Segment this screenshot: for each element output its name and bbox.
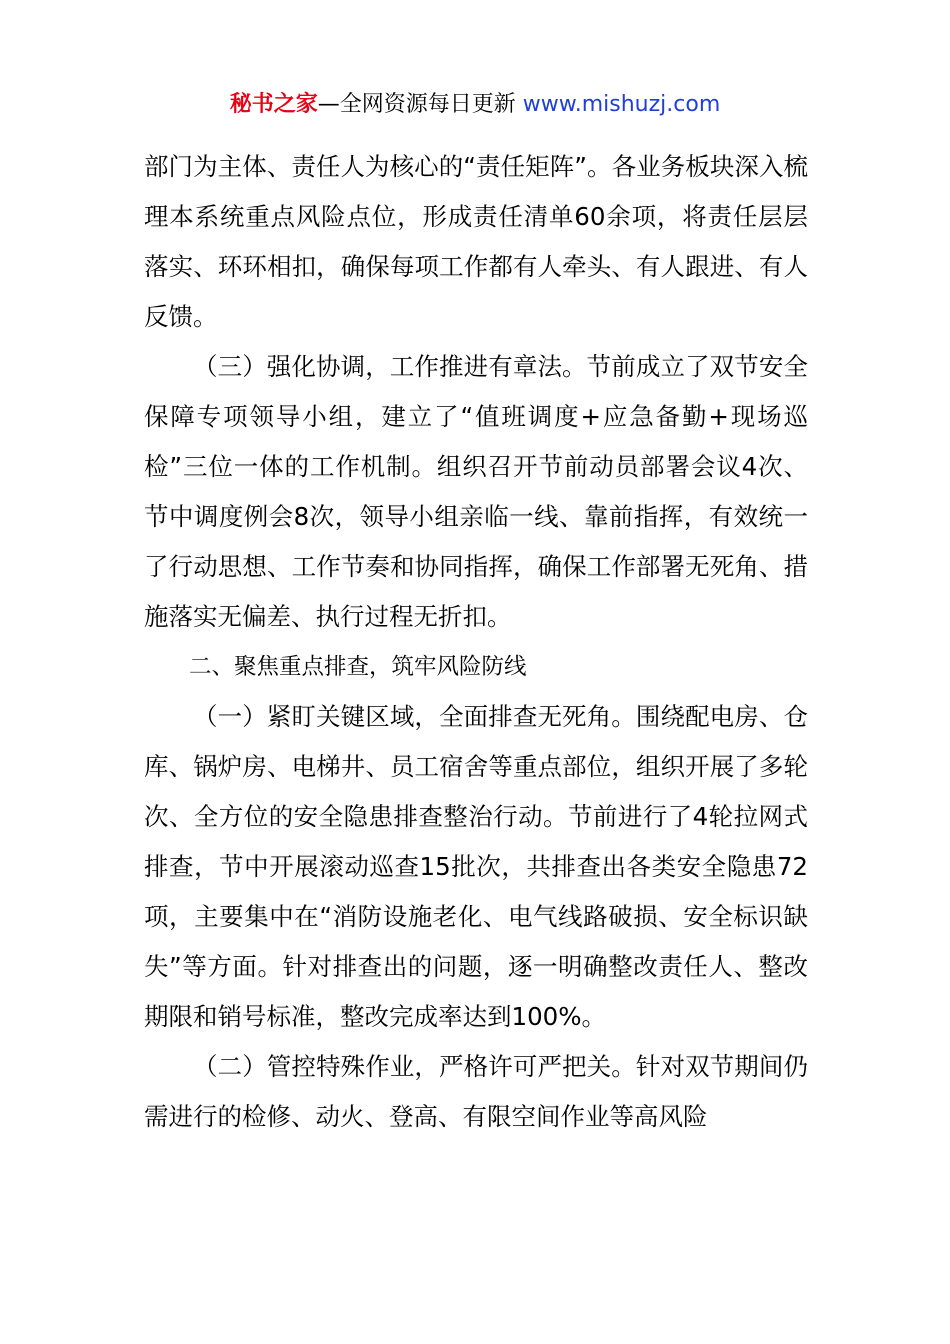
site-header <box>0 90 950 120</box>
paragraph-key-areas: （一）紧盯关键区域，全面排查无死角。围绕配电房、仓库、锅炉房、电梯井、员工宿舍等重点部位，组织开展了多轮次、全方位的安全隐患排查整治行动。节前进行了4轮拉网式排查，节中开展滚动巡查15批次，共排查出各类安全隐患72项，主要集中在“消防设施老化、电气线路破损、安全标识缺失”等方面。针对排查出的问题，逐一明确整改责任人、整改期限和销号标准，整改完成率达到100%。 <box>144 702 808 1031</box>
site-brand: 秘书之家 <box>229 92 318 117</box>
paragraph-coordination: （三）强化协调，工作推进有章法。节前成立了双节安全保障专项领导小组，建立了“值班调度+应急备勤+现场巡检”三位一体的工作机制。组织召开节前动员部署会议4次、节中调度例会8次，领导小组亲临一线、靠前指挥，有效统一了行动思想、工作节奏和协同指挥，确保工作部署无死角、措施落实无偏差、执行过程无折扣。 <box>144 352 808 631</box>
section-heading-risk-inspection: 二、聚焦重点排查，筑牢风险防线 <box>189 654 527 680</box>
site-url-link[interactable]: www.mishuzj.com <box>522 92 721 117</box>
paragraph-responsibility-matrix: 部门为主体、责任人为核心的“责任矩阵”。各业务板块深入梳理本系统重点风险点位，形成责任清单60余项，将责任层层落实、环环相扣，确保每项工作都有人牵头、有人跟进、有人反馈。 <box>144 152 808 331</box>
document-body <box>144 142 808 1142</box>
paragraph-special-operations: （二）管控特殊作业，严格许可严把关。针对双节期间仍需进行的检修、动火、登高、有限空间作业等高风险 <box>144 1052 808 1131</box>
site-tagline: —全网资源每日更新 <box>317 92 523 117</box>
